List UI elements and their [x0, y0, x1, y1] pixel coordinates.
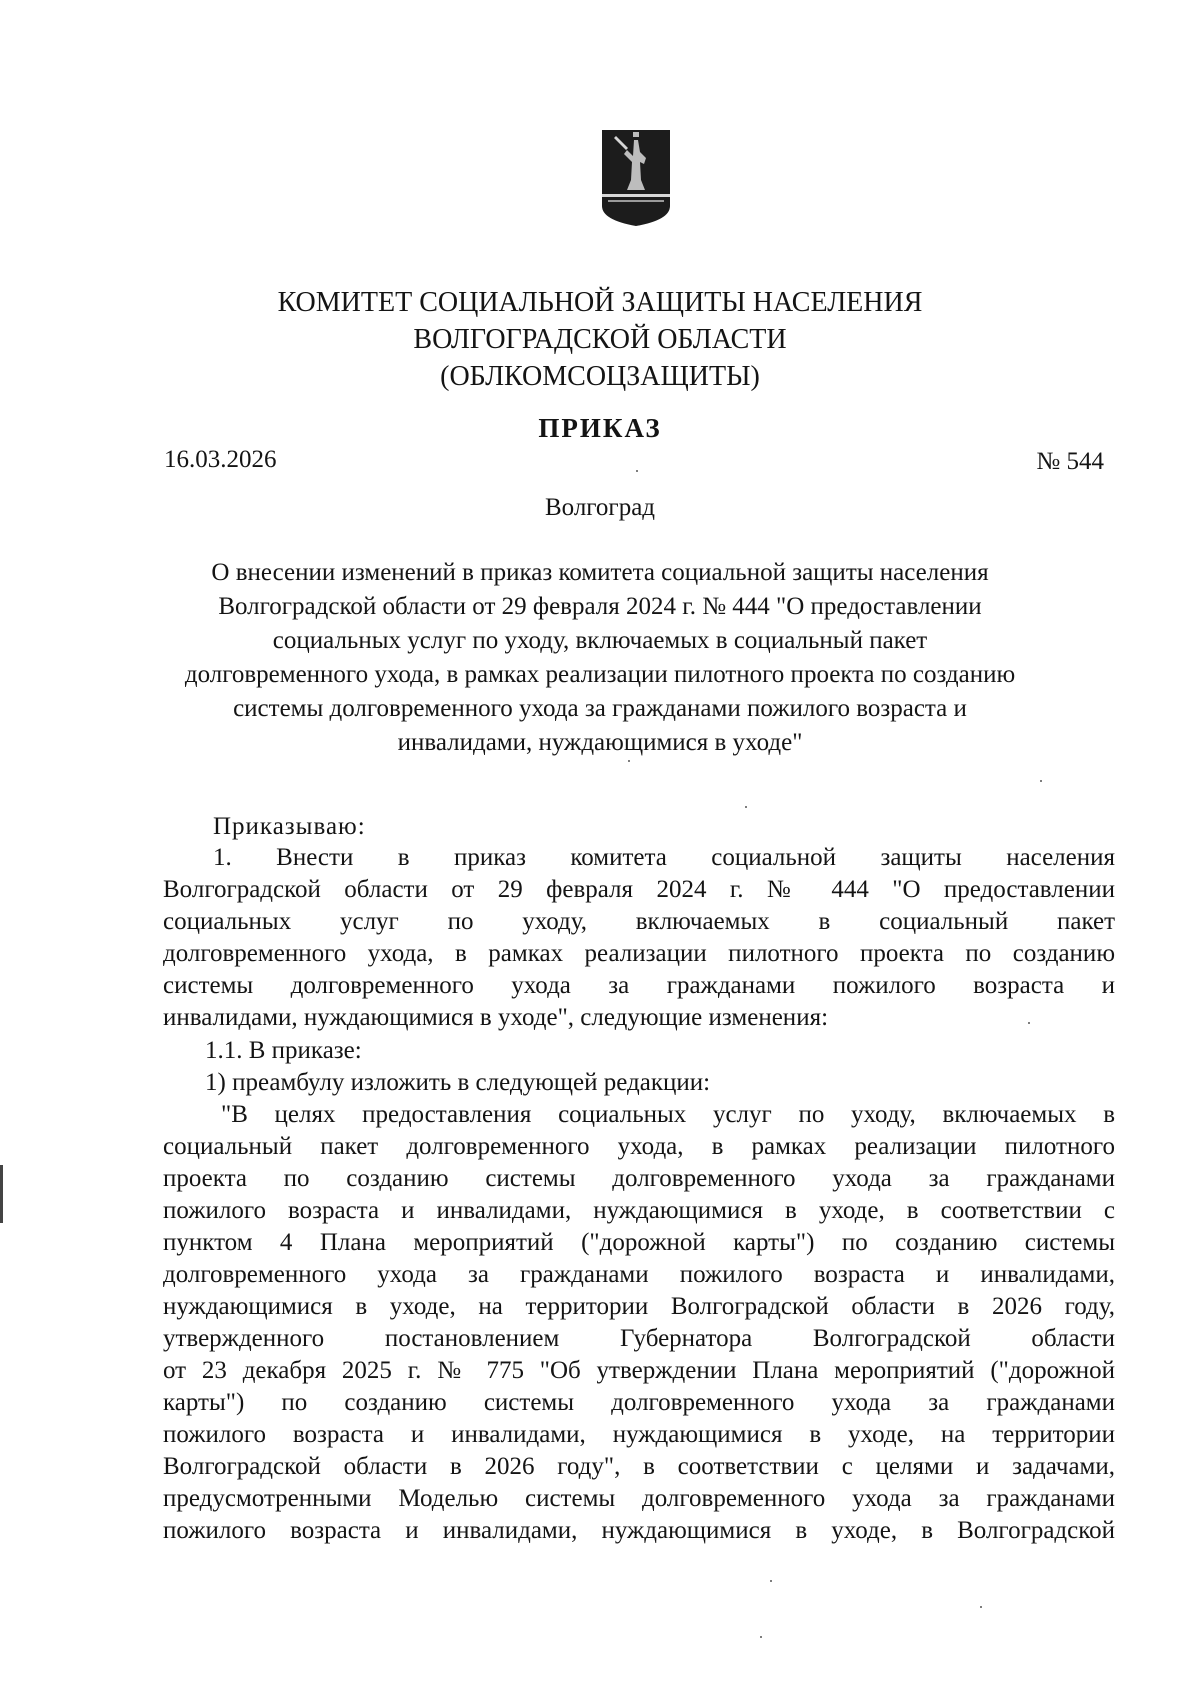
- preamble-line: пожилого возраста и инвалидами, нуждающимися в уходе, в соответствии с: [163, 1197, 1115, 1224]
- org-name-abbreviation: (ОБЛКОМСОЦЗАЩИТЫ): [440, 361, 760, 392]
- item-1-line: инвалидами, нуждающимися в уходе", следующие изменения:: [163, 1004, 829, 1031]
- subject-line: инвалидами, нуждающимися в уходе": [397, 729, 803, 756]
- preamble-line: социальный пакет долговременного ухода, в рамках реализации пилотного: [163, 1133, 1115, 1160]
- preamble-line: от 23 декабря 2025 г. № 775 "Об утверждении Плана мероприятий ("дорожной: [163, 1357, 1115, 1384]
- preamble-line: "В целях предоставления социальных услуг по уходу, включаемых в: [221, 1101, 1115, 1128]
- item-1-1-1-heading: 1) преамбулу изложить в следующей редакции:: [205, 1069, 711, 1096]
- item-1-line: социальных услуг по уходу, включаемых в социальный пакет: [163, 908, 1115, 935]
- preamble-line: пунктом 4 Плана мероприятий ("дорожной карты") по созданию системы: [163, 1229, 1115, 1256]
- preamble-line: карты") по созданию системы долговременного ухода за гражданами: [163, 1389, 1115, 1416]
- scan-speck: [770, 1580, 772, 1582]
- org-name-line-1: КОМИТЕТ СОЦИАЛЬНОЙ ЗАЩИТЫ НАСЕЛЕНИЯ: [277, 287, 923, 318]
- subject-line: социальных услуг по уходу, включаемых в социальный пакет: [272, 627, 928, 654]
- order-word: Приказываю:: [213, 813, 366, 840]
- preamble-line: предусмотренными Моделью системы долговременного ухода за гражданами: [163, 1485, 1115, 1512]
- item-1-1-heading: 1.1. В приказе:: [205, 1037, 362, 1064]
- item-1-line: 1. Внести в приказ комитета социальной защиты населения: [213, 844, 1115, 871]
- subject-line: Волгоградской области от 29 февраля 2024 г. № 444 "О предоставлении: [218, 593, 982, 620]
- subject-line: долговременного ухода, в рамках реализации пилотного проекта по созданию: [184, 661, 1016, 688]
- scan-speck: [745, 806, 747, 808]
- item-1-line: долговременного ухода, в рамках реализации пилотного проекта по созданию: [163, 940, 1115, 967]
- scan-speck: [1040, 780, 1042, 782]
- document-number: № 544: [1036, 448, 1104, 475]
- scan-speck: [760, 1636, 762, 1638]
- coat-of-arms-icon: [600, 128, 672, 228]
- preamble-line: утвержденного постановлением Губернатора Волгоградской области: [163, 1325, 1115, 1352]
- scan-speck: [1028, 1022, 1030, 1024]
- scan-margin-mark: [0, 1165, 3, 1223]
- preamble-line: проекта по созданию системы долговременного ухода за гражданами: [163, 1165, 1115, 1192]
- scan-speck: [628, 760, 630, 762]
- subject-line: системы долговременного ухода за гражданами пожилого возраста и: [233, 695, 967, 722]
- preamble-line: нуждающимися в уходе, на территории Волгоградской области в 2026 году,: [163, 1293, 1115, 1320]
- subject-line: О внесении изменений в приказ комитета социальной защиты населения: [211, 559, 989, 586]
- document-type-title: ПРИКАЗ: [538, 413, 662, 443]
- preamble-line: пожилого возраста и инвалидами, нуждающимися в уходе, в Волгоградской: [163, 1517, 1115, 1544]
- preamble-line: Волгоградской области в 2026 году", в соответствии с целями и задачами,: [163, 1453, 1115, 1480]
- preamble-line: долговременного ухода за гражданами пожилого возраста и инвалидами,: [163, 1261, 1115, 1288]
- document-city: Волгоград: [544, 494, 656, 521]
- item-1-line: системы долговременного ухода за гражданами пожилого возраста и: [163, 972, 1115, 999]
- scan-speck: [636, 470, 638, 472]
- document-date: 16.03.2026: [164, 446, 277, 473]
- org-name-line-2: ВОЛГОГРАДСКОЙ ОБЛАСТИ: [413, 324, 787, 355]
- item-1-line: Волгоградской области от 29 февраля 2024 г. № 444 "О предоставлении: [163, 876, 1115, 903]
- preamble-line: пожилого возраста и инвалидами, нуждающимися в уходе, на территории: [163, 1421, 1115, 1448]
- scan-speck: [980, 1606, 982, 1608]
